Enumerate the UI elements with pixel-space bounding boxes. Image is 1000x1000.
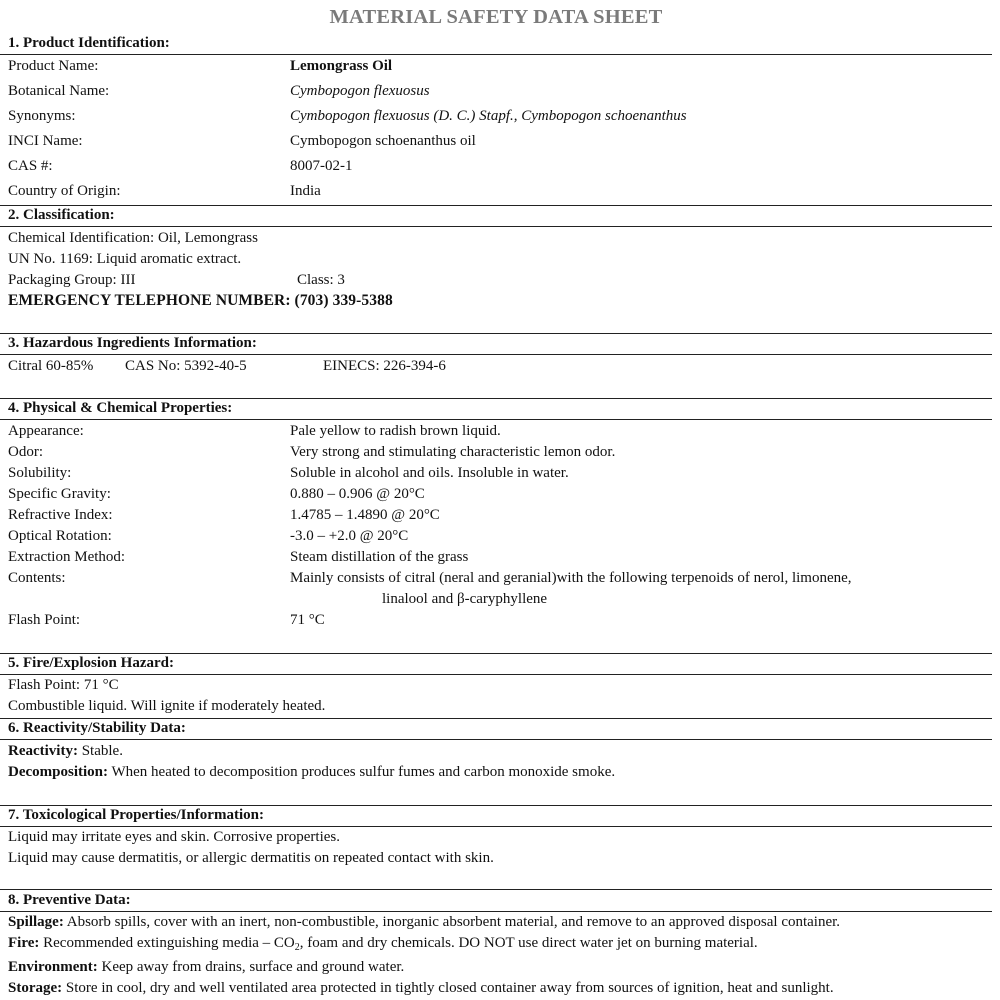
flash-point-label: Flash Point: [8,612,81,628]
country-of-origin-value: India [290,183,321,199]
section-3-heading: 3. Hazardous Ingredients Information: [8,335,257,351]
toxicology-line2: Liquid may cause dermatitis, or allergic dermatitis on repeated contact with skin. [8,850,494,866]
specific-gravity-value: 0.880 – 0.906 @ 20°C [290,486,425,502]
fire-flash-point: Flash Point: 71 °C [8,677,119,693]
toxicology-line1: Liquid may irritate eyes and skin. Corrosive properties. [8,829,340,845]
spillage-label: Spillage: [8,914,64,930]
decomposition-value: When heated to decomposition produces sulfur fumes and carbon monoxide smoke. [108,764,616,780]
solubility-value: Soluble in alcohol and oils. Insoluble in water. [290,465,569,481]
section-1-heading: 1. Product Identification: [8,35,170,51]
chemical-identification: Chemical Identification: Oil, Lemongrass [8,230,258,246]
section-divider [0,653,992,654]
section-4-heading: 4. Physical & Chemical Properties: [8,400,233,416]
inci-name-label: INCI Name: [8,133,83,149]
section-divider [0,889,992,890]
storage-label: Storage: [8,980,63,996]
ingredient-einecs: EINECS: 226-394-6 [323,358,446,374]
decomposition-row [8,764,615,781]
environment-value: Keep away from drains, surface and ground water. [97,959,405,975]
contents-label: Contents: [8,570,66,586]
section-divider [0,718,992,719]
contents-value-line1: Mainly consists of citral (neral and geranial)with the following terpenoids of nerol, limonene, [290,570,852,586]
environment-label: Environment: [8,959,98,975]
odor-label: Odor: [8,444,43,460]
fire-label: Fire: [8,935,40,951]
fire-value-subscript: 2 [294,942,300,953]
document-title: MATERIAL SAFETY DATA SHEET [329,6,663,28]
fire-value-post: , foam and dry chemicals. DO NOT use direct water jet on burning material. [299,935,758,951]
flash-point-value: 71 °C [290,612,325,628]
reactivity-value: Stable. [77,743,123,759]
storage-value: Store in cool, dry and well ventilated area protected in tightly closed container away from sources of ignition, heat and sunlight. [62,980,834,996]
extraction-method-label: Extraction Method: [8,549,126,565]
environment-row [8,959,404,976]
section-divider [0,826,992,827]
section-divider [0,354,992,355]
odor-value: Very strong and stimulating characteristic lemon odor. [290,444,616,460]
section-7-heading: 7. Toxicological Properties/Information: [8,807,264,823]
cas-label: CAS #: [8,158,53,174]
section-6-heading: 6. Reactivity/Stability Data: [8,720,186,736]
fire-value-pre: Recommended extinguishing media – CO [39,935,295,951]
section-divider [0,398,992,399]
section-divider [0,674,992,675]
packaging-group: Packaging Group: III [8,272,136,288]
section-divider [0,911,992,912]
product-name-value: Lemongrass Oil [290,58,393,74]
section-divider [0,419,992,420]
extraction-method-value: Steam distillation of the grass [290,549,469,565]
synonyms-value: Cymbopogon flexuosus (D. C.) Stapf., Cymbopogon schoenanthus [290,108,687,124]
section-divider [0,205,992,206]
reactivity-label: Reactivity: [8,743,78,759]
emergency-telephone: EMERGENCY TELEPHONE NUMBER: (703) 339-5388 [8,292,393,309]
fire-row [8,935,758,952]
inci-name-value: Cymbopogon schoenanthus oil [290,133,476,149]
storage-row [8,980,834,997]
section-5-heading: 5. Fire/Explosion Hazard: [8,655,174,671]
reactivity-row [8,743,123,760]
contents-value-line2: linalool and β-caryphyllene [382,591,548,607]
appearance-label: Appearance: [8,423,84,439]
section-divider [0,333,992,334]
specific-gravity-label: Specific Gravity: [8,486,111,502]
botanical-name-label: Botanical Name: [8,83,110,99]
optical-rotation-value: -3.0 – +2.0 @ 20°C [290,528,409,544]
botanical-name-value: Cymbopogon flexuosus [290,83,430,99]
ingredient-cas: CAS No: 5392-40-5 [125,358,247,374]
decomposition-label: Decomposition: [8,764,108,780]
ingredient-citral: Citral 60-85% [8,358,94,374]
combustible-note: Combustible liquid. Will ignite if moderately heated. [8,698,326,714]
spillage-row [8,914,840,931]
refractive-index-value: 1.4785 – 1.4890 @ 20°C [290,507,440,523]
spillage-value: Absorb spills, cover with an inert, non-combustible, inorganic absorbent material, and remove to an approved disposal container. [63,914,841,930]
cas-value: 8007-02-1 [290,158,353,174]
hazard-class: Class: 3 [297,272,345,288]
section-divider [0,54,992,55]
product-name-label: Product Name: [8,58,99,74]
solubility-label: Solubility: [8,465,72,481]
section-divider [0,805,992,806]
country-of-origin-label: Country of Origin: [8,183,121,199]
section-2-heading: 2. Classification: [8,207,115,223]
un-number: UN No. 1169: Liquid aromatic extract. [8,251,242,267]
section-divider [0,226,992,227]
refractive-index-label: Refractive Index: [8,507,113,523]
synonyms-label: Synonyms: [8,108,76,124]
section-8-heading: 8. Preventive Data: [8,892,131,908]
optical-rotation-label: Optical Rotation: [8,528,112,544]
section-divider [0,739,992,740]
appearance-value: Pale yellow to radish brown liquid. [290,423,501,439]
